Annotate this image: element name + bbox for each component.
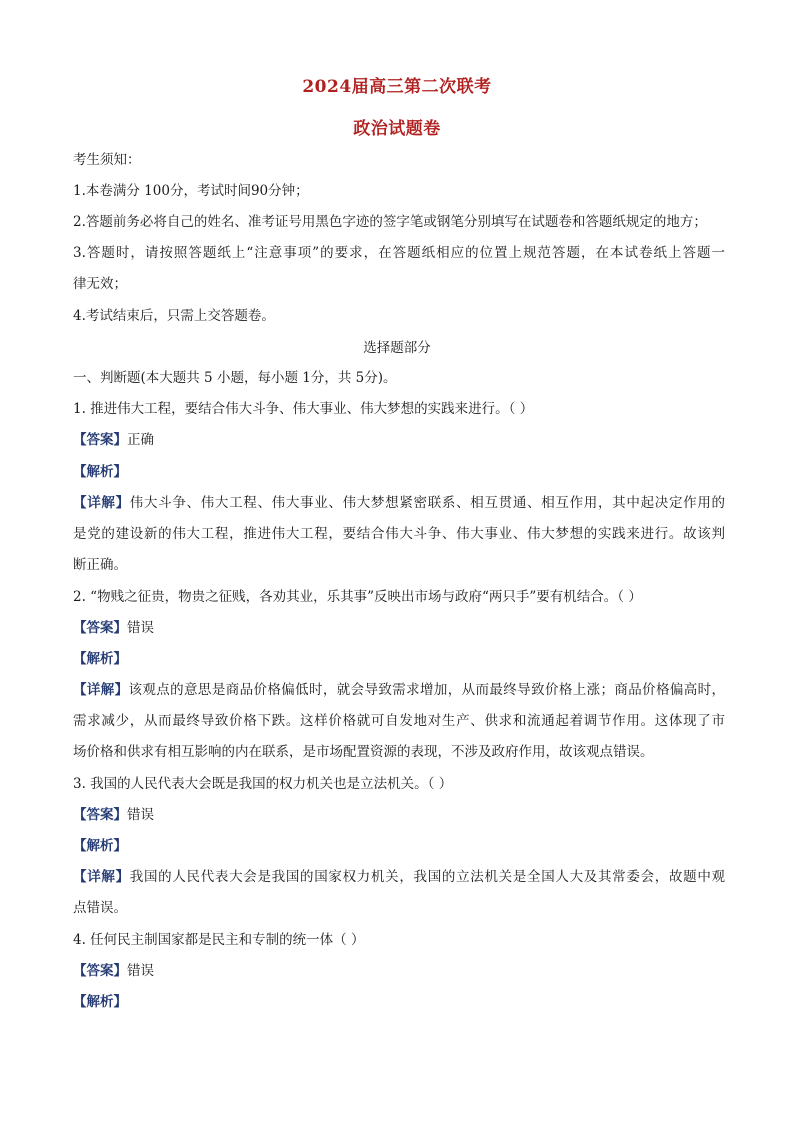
analysis-tag: 【解析】 bbox=[73, 994, 127, 1010]
detail-text: 场价格和供求有相互影响的内在联系，是市场配置资源的表现，不涉及政府作用，故该观点错误。 bbox=[73, 744, 654, 760]
answer-tag: 【答案】 bbox=[73, 432, 127, 448]
detail-text: 该观点的意思是商品价格偏低时，就会导致需求增加，从而最终导致价格上涨；商品价格偏高时， bbox=[128, 682, 726, 698]
analysis-tag: 【解析】 bbox=[73, 838, 127, 854]
detail-text: 是党的建设新的伟大工程，推进伟大工程，要结合伟大斗争、伟大事业、伟大梦想的实践来进行。故该判 bbox=[73, 526, 725, 542]
answer-value: 错误 bbox=[127, 807, 154, 823]
detail-line bbox=[73, 494, 725, 512]
detail-tag: 【详解】 bbox=[73, 682, 129, 698]
answer-value: 正确 bbox=[127, 432, 154, 448]
answer-line bbox=[73, 619, 725, 637]
answer-line bbox=[73, 806, 725, 824]
detail-text: 需求减少，从而最终导致价格下跌。这样价格就可自发地对生产、供求和流通起着调节作用。这体现了市 bbox=[73, 713, 725, 729]
detail-text: 断正确。 bbox=[73, 557, 127, 573]
notice-item: 1.本卷满分 100分，考试时间90分钟； bbox=[73, 183, 309, 199]
notice-item: 4.考试结束后，只需上交答题卷。 bbox=[73, 308, 275, 324]
detail-text: 我国的人民代表大会是我国的国家权力机关，我国的立法机关是全国人大及其常委会，故题中观 bbox=[129, 869, 726, 885]
section-title: 选择题部分 bbox=[363, 340, 431, 356]
answer-line bbox=[73, 431, 725, 449]
notice-item: 3.答题时，请按照答题纸上“注意事项”的要求，在答题纸相应的位置上规范答题，在本试卷纸上答题一 bbox=[73, 245, 725, 261]
part-heading: 一、判断题(本大题共 5 小题，每小题 1分，共 5分)。 bbox=[73, 370, 397, 386]
question-stem: 1. 推进伟大工程，要结合伟大斗争、伟大事业、伟大梦想的实践来进行。（ ） bbox=[73, 401, 534, 417]
answer-value: 错误 bbox=[127, 620, 154, 636]
analysis-line bbox=[73, 463, 725, 481]
notice-item: 2.答题前务必将自己的姓名、准考证号用黑色字迹的签字笔或钢笔分别填写在试题卷和答题纸规定的地方； bbox=[73, 214, 707, 230]
exam-subtitle: 政治试题卷 bbox=[353, 119, 441, 139]
answer-tag: 【答案】 bbox=[73, 620, 127, 636]
question-stem: 2. “物贱之征贵，物贵之征贱，各劝其业，乐其事”反映出市场与政府“两只手”要有机结合。（ ） bbox=[73, 589, 642, 605]
detail-tag: 【详解】 bbox=[73, 495, 130, 511]
analysis-tag: 【解析】 bbox=[73, 651, 127, 667]
answer-tag: 【答案】 bbox=[73, 963, 127, 979]
answer-value: 错误 bbox=[127, 963, 154, 979]
question-stem: 4. 任何民主制国家都是民主和专制的统一体（ ） bbox=[73, 932, 365, 948]
detail-text: 点错误。 bbox=[73, 900, 127, 916]
detail-tag: 【详解】 bbox=[73, 869, 130, 885]
analysis-line bbox=[73, 993, 725, 1011]
answer-line bbox=[73, 962, 725, 980]
detail-line bbox=[73, 868, 725, 886]
notice-heading: 考生须知： bbox=[73, 152, 141, 168]
question-stem: 3. 我国的人民代表大会既是我国的权力机关也是立法机关。（ ） bbox=[73, 776, 453, 792]
detail-text: 伟大斗争、伟大工程、伟大事业、伟大梦想紧密联系、相互贯通、相互作用，其中起决定作用的 bbox=[129, 495, 726, 511]
analysis-line bbox=[73, 650, 725, 668]
analysis-tag: 【解析】 bbox=[73, 464, 127, 480]
notice-item: 律无效； bbox=[73, 276, 127, 292]
answer-tag: 【答案】 bbox=[73, 807, 127, 823]
analysis-line bbox=[73, 837, 725, 855]
detail-line bbox=[73, 681, 725, 699]
exam-title: 2024届高三第二次联考 bbox=[302, 77, 492, 97]
